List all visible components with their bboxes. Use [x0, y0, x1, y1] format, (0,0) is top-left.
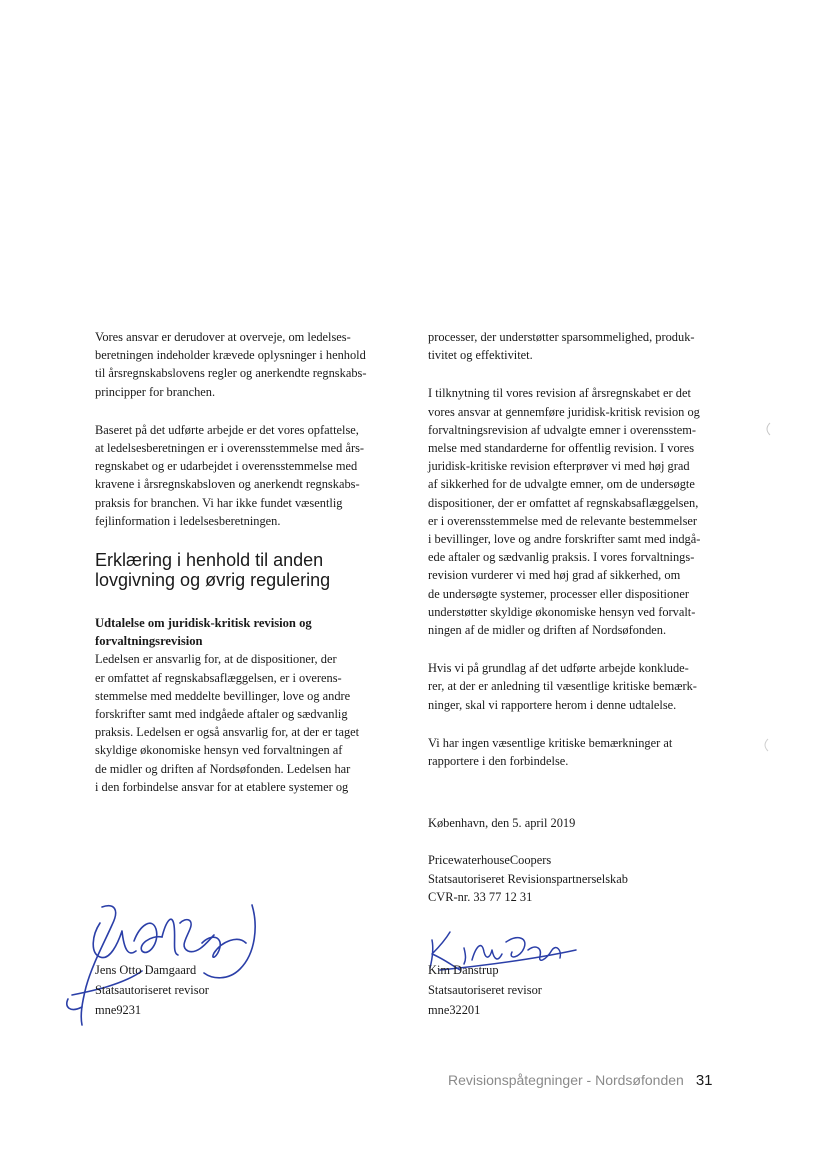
right-paragraph-4 [428, 734, 748, 770]
signatory-title: Statsautoriseret revisor [428, 983, 542, 997]
page-footer [448, 1072, 738, 1089]
text-line: melse med standarderne for offentlig revision. I vores [428, 441, 695, 456]
text-line: at ledelsesberetningen er i overensstemmelse med års- [95, 441, 365, 456]
subheading-line: Udtalelse om juridisk-kritisk revision og [95, 616, 312, 631]
text-line: ede aftaler og sædvanlig praksis. I vores forvaltnings- [428, 550, 695, 565]
signatory-name: Jens Otto Damgaard [95, 963, 197, 977]
text-line: rapportere i den forbindelse. [428, 754, 569, 769]
text-line: de midler og driften af Nordsøfonden. Ledelsen har [95, 761, 351, 776]
section-heading [95, 550, 405, 590]
text-line: stemmelse med meddelte bevillinger, love og andre [95, 688, 351, 703]
scan-mark-icon [765, 422, 771, 436]
text-line: processer, der understøtter sparsommelighed, produk- [428, 330, 695, 344]
left-paragraph-1 [95, 328, 405, 401]
text-line: principper for branchen. [95, 384, 216, 399]
left-paragraph-3 [95, 650, 405, 796]
text-line: de undersøgte systemer, processer eller dispositioner [428, 586, 690, 601]
text-line: ninger, skal vi rapportere herom i denne udtalelse. [428, 697, 677, 712]
footer-section-title: Revisionspåtegninger - Nordsøfonden [448, 1072, 684, 1088]
subheading [95, 614, 405, 650]
text-line: rer, at der er anledning til væsentlige kritiske bemærk- [428, 679, 697, 694]
text-line: Vores ansvar er derudover at overveje, om ledelses- [95, 330, 351, 344]
text-line: af sikkerhed for de udvalgte emner, om de undersøgte [428, 477, 695, 492]
place-date-text: København, den 5. april 2019 [428, 816, 576, 830]
signatory-2 [428, 960, 542, 1020]
text-line: skyldige økonomiske hensyn ved forvaltningen af [95, 743, 343, 758]
subheading-line: forvaltningsrevision [95, 634, 203, 649]
text-line: Hvis vi på grundlag af det udførte arbejde konklude- [428, 661, 689, 676]
firm-type: Statsautoriseret Revisionspartnerselskab [428, 871, 628, 886]
text-line: dispositioner, der er omfattet af regnskabsaflæggelsen, [428, 495, 699, 510]
text-line: beretningen indeholder krævede oplysninger i henhold [95, 348, 366, 363]
text-line: juridisk-kritiske revision efterprøver vi med høj grad [428, 459, 690, 474]
signatory-title: Statsautoriseret revisor [95, 983, 209, 997]
text-line: kravene i årsregnskabsloven og anerkendt regnskabs- [95, 477, 360, 492]
text-line: vores ansvar at gennemføre juridisk-kritisk revision og [428, 404, 700, 419]
page-number: 31 [695, 1072, 713, 1089]
text-line: praksis. Ledelsen er også ansvarlig for, at der er taget [95, 725, 360, 740]
text-line: er i overensstemmelse med de relevante bestemmelser [428, 513, 698, 528]
left-paragraph-2 [95, 421, 405, 530]
place-date [428, 814, 575, 833]
text-line: forskrifter samt med indgåede aftaler og sædvanlig [95, 707, 348, 722]
heading-line: Erklæring i henhold til anden [95, 550, 324, 571]
signatory-id: mne9231 [95, 1003, 142, 1017]
signatory-1 [95, 960, 209, 1020]
firm-block [428, 851, 628, 907]
text-line: Vi har ingen væsentlige kritiske bemærkninger at [428, 735, 673, 750]
text-line: er omfattet af regnskabsaflæggelsen, er i overens- [95, 670, 342, 685]
text-line: forvaltningsrevision af udvalgte emner i overensstem- [428, 422, 697, 437]
signatory-id: mne32201 [428, 1003, 481, 1017]
right-paragraph-1 [428, 328, 748, 364]
left-column [95, 328, 405, 816]
text-line: ningen af de midler og driften af Nordsøfonden. [428, 623, 667, 638]
right-column [428, 328, 748, 790]
heading-line: lovgivning og øvrig regulering [95, 570, 331, 591]
text-line: tivitet og effektivitet. [428, 348, 533, 363]
scan-mark-icon [763, 738, 769, 752]
text-line: til årsregnskabslovens regler og anerkendte regnskabs- [95, 366, 367, 381]
text-line: Baseret på det udførte arbejde er det vores opfattelse, [95, 422, 359, 437]
text-line: understøtter skyldige økonomiske hensyn ved forvalt- [428, 604, 696, 619]
text-line: i den forbindelse ansvar for at etablere systemer og [95, 779, 349, 794]
text-line: I tilknytning til vores revision af årsregnskabet er det [428, 386, 691, 401]
right-paragraph-2 [428, 384, 748, 639]
text-line: praksis for branchen. Vi har ikke fundet væsentlig [95, 495, 343, 510]
firm-cvr: CVR-nr. 33 77 12 31 [428, 890, 533, 904]
text-line: i bevillinger, love og andre forskrifter samt med indgå- [428, 532, 701, 547]
text-line: regnskabet og er udarbejdet i overensstemmelse med [95, 459, 358, 474]
right-paragraph-3 [428, 659, 748, 714]
firm-name: PricewaterhouseCoopers [428, 853, 552, 867]
text-line: fejlinformation i ledelsesberetningen. [95, 513, 281, 528]
text-line: revision vurderer vi med høj grad af sikkerhed, om [428, 568, 681, 583]
signatory-name: Kim Danstrup [428, 963, 499, 977]
text-line: Ledelsen er ansvarlig for, at de dispositioner, der [95, 652, 337, 667]
